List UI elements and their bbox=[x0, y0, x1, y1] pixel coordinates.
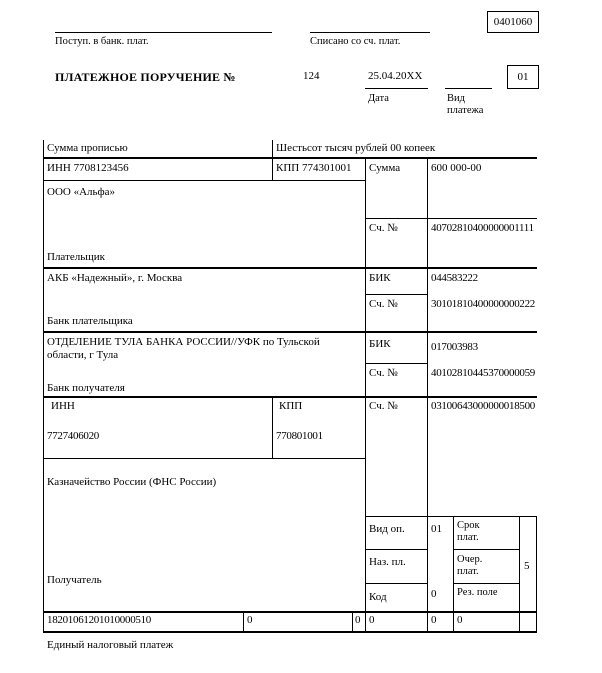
amount-in-words-value: Шестьсот тысяч рублей 00 копеек bbox=[276, 142, 436, 154]
payment-purpose-text: Единый налоговый платеж bbox=[47, 639, 174, 651]
document-number: 124 bbox=[303, 70, 320, 82]
grid-line bbox=[536, 516, 537, 632]
payer-bank-account-label: Сч. № bbox=[369, 298, 398, 310]
grid-line bbox=[272, 396, 273, 458]
code-label: Код bbox=[369, 591, 387, 603]
document-date: 25.04.20XX bbox=[368, 70, 423, 82]
grid-line bbox=[43, 331, 537, 333]
payee-name: Казначейство России (ФНС России) bbox=[47, 476, 217, 488]
payment-order-value: 5 bbox=[524, 560, 530, 572]
kbk-value: 18201061201010000510 bbox=[47, 614, 152, 626]
grid-line bbox=[453, 549, 519, 550]
grid-line bbox=[43, 631, 537, 633]
grid-line bbox=[453, 516, 454, 632]
payer-inn: ИНН 7708123456 bbox=[47, 162, 129, 174]
grid-line bbox=[365, 363, 427, 364]
debited-rule bbox=[310, 32, 430, 33]
payer-bank-bik-value: 044583222 bbox=[431, 272, 478, 284]
payee-account-label: Сч. № bbox=[369, 400, 398, 412]
payment-term-label: Срок плат. bbox=[457, 520, 480, 544]
payer-account-value: 40702810400000001111 bbox=[431, 222, 534, 234]
grid-line bbox=[43, 611, 537, 613]
grid-line bbox=[43, 267, 537, 269]
payment-basis-value: 0 bbox=[355, 614, 361, 626]
operation-type-value: 01 bbox=[431, 523, 442, 535]
grid-line bbox=[365, 583, 427, 584]
sum-label: Сумма bbox=[369, 162, 401, 174]
grid-line bbox=[243, 611, 244, 631]
payee-bank-section-label: Банк получателя bbox=[47, 382, 125, 394]
payee-bank-account-label: Сч. № bbox=[369, 367, 398, 379]
grid-line bbox=[352, 611, 353, 631]
grid-line bbox=[453, 583, 519, 584]
payer-name: ООО «Альфа» bbox=[47, 186, 116, 198]
grid-line bbox=[43, 140, 44, 632]
payee-bank-account-value: 40102810445370000059 bbox=[431, 367, 536, 379]
payee-account-value: 03100643000000018500 bbox=[431, 400, 536, 412]
grid-line bbox=[43, 180, 365, 181]
grid-line bbox=[43, 396, 537, 398]
payee-section-label: Получатель bbox=[47, 574, 102, 586]
date-label: Дата bbox=[368, 93, 389, 104]
payee-bank-bik-label: БИК bbox=[369, 338, 391, 350]
grid-line bbox=[519, 516, 520, 632]
operation-type-label: Вид оп. bbox=[369, 523, 405, 535]
payee-inn-value: 7727406020 bbox=[47, 430, 100, 442]
grid-line bbox=[365, 294, 427, 295]
date-underline bbox=[365, 88, 428, 89]
payment-type-box: 01 bbox=[507, 65, 539, 89]
form-title: ПЛАТЕЖНОЕ ПОРУЧЕНИЕ № bbox=[55, 70, 236, 84]
grid-line bbox=[365, 157, 366, 632]
grid-line bbox=[272, 140, 273, 180]
payer-account-label: Сч. № bbox=[369, 222, 398, 234]
grid-line bbox=[365, 549, 427, 550]
payee-inn-label: ИНН bbox=[51, 400, 75, 412]
grid-line bbox=[427, 157, 428, 632]
payer-bank-account-value: 30101810400000000222 bbox=[431, 298, 536, 310]
payee-kpp-value: 770801001 bbox=[276, 430, 323, 442]
amount-in-words-label: Сумма прописью bbox=[47, 142, 128, 154]
payment-type-underline bbox=[445, 88, 492, 89]
payer-section-label: Плательщик bbox=[47, 251, 105, 263]
grid-line bbox=[365, 516, 537, 517]
received-label: Поступ. в банк. плат. bbox=[55, 36, 149, 47]
payment-type-label: Вид платежа bbox=[447, 93, 484, 117]
oktmo-value: 0 bbox=[247, 614, 253, 626]
received-rule bbox=[55, 32, 272, 33]
doc-date-value: 0 bbox=[457, 614, 463, 626]
tax-period-value: 0 bbox=[369, 614, 375, 626]
sum-value: 600 000-00 bbox=[431, 162, 482, 174]
payment-order-label: Очер. плат. bbox=[457, 554, 483, 578]
payment-purpose-code-label: Наз. пл. bbox=[369, 556, 406, 568]
payer-kpp: КПП 774301001 bbox=[276, 162, 352, 174]
debited-label: Списано со сч. плат. bbox=[310, 36, 401, 47]
payee-bank-bik-value: 017003983 bbox=[431, 341, 478, 353]
payer-bank-name: АКБ «Надежный», г. Москва bbox=[47, 272, 183, 284]
doc-number-value: 0 bbox=[431, 614, 437, 626]
payer-bank-bik-label: БИК bbox=[369, 272, 391, 284]
payer-bank-section-label: Банк плательщика bbox=[47, 315, 133, 327]
code-value: 0 bbox=[431, 588, 437, 600]
grid-line bbox=[43, 458, 365, 459]
form-code-box: 0401060 bbox=[487, 11, 539, 33]
reserve-field-label: Рез. поле bbox=[457, 587, 498, 598]
grid-line bbox=[365, 218, 537, 219]
grid-line bbox=[43, 157, 537, 159]
payee-kpp-label: КПП bbox=[279, 400, 303, 412]
payee-bank-name: ОТДЕЛЕНИЕ ТУЛА БАНКА РОССИИ//УФК по Тульской области, г Тула bbox=[47, 336, 320, 361]
